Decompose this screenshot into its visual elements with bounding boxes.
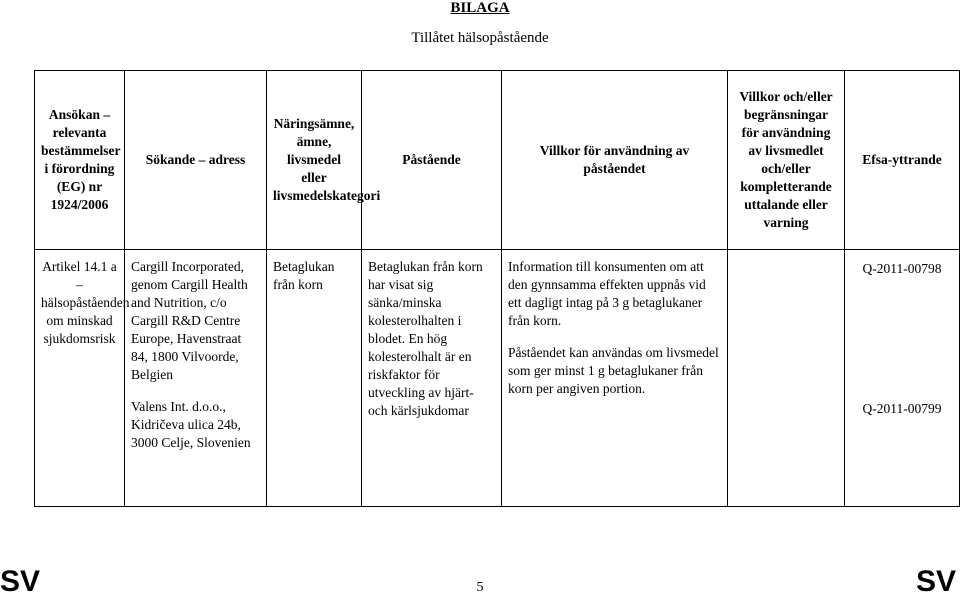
header-claim: Påstående xyxy=(362,71,502,250)
table-row xyxy=(35,250,960,507)
table-header-row xyxy=(35,71,960,250)
applicant-1: Cargill Incorporated, genom Cargill Health and Nutrition, c/o Cargill R&D Centre Europe, Havenstraat 84, 1800 Vilvoorde, Belgien xyxy=(131,259,248,382)
conditions-1: Information till konsumenten om att den gynnsamma effekten uppnås vid ett dagligt intag på 3 g betaglukaner från korn. xyxy=(508,259,706,328)
header-conditions: Villkor för användning av påståendet xyxy=(502,71,728,250)
language-code-left: SV xyxy=(0,565,41,598)
cell-applicant xyxy=(125,250,267,507)
header-applicant: Sökande – adress xyxy=(125,71,267,250)
cell-article: Artikel 14.1 a – hälsopåståenden om minskad sjukdomsrisk xyxy=(35,250,125,507)
efsa-opinion-2: Q-2011-00799 xyxy=(862,401,942,416)
cell-efsa xyxy=(845,250,960,507)
cell-restrictions xyxy=(728,250,845,507)
conditions-2: Påståendet kan användas om livsmedel som ger minst 1 g betaglukaner från korn per angiven portion. xyxy=(508,345,719,396)
header-application: Ansökan – relevanta bestämmelser i förordning (EG) nr 1924/2006 xyxy=(35,71,125,250)
header-efsa: Efsa-yttrande xyxy=(845,71,960,250)
header-nutrient: Näringsämne, ämne, livsmedel eller livsmedelskategori xyxy=(267,71,362,250)
cell-nutrient: Betaglukan från korn xyxy=(267,250,362,507)
page-number: 5 xyxy=(476,580,484,595)
cell-conditions xyxy=(502,250,728,507)
applicant-2: Valens Int. d.o.o., Kidričeva ulica 24b, 3000 Celje, Slovenien xyxy=(131,399,251,450)
document-subtitle: Tillåtet hälsopåstående xyxy=(411,30,549,46)
document-title: BILAGA xyxy=(450,0,510,16)
claims-table xyxy=(34,70,960,507)
efsa-opinion-1: Q-2011-00798 xyxy=(862,261,942,276)
language-code-right: SV xyxy=(915,565,956,598)
header-restrictions: Villkor och/eller begränsningar för användning av livsmedlet och/eller kompletterande uttalande eller varning xyxy=(728,71,845,250)
cell-claim: Betaglukan från korn har visat sig sänka/minska kolesterolhalten i blodet. En hög kolesterolhalt är en riskfaktor för utveckling av hjärt- och kärlsjukdomar xyxy=(362,250,502,507)
